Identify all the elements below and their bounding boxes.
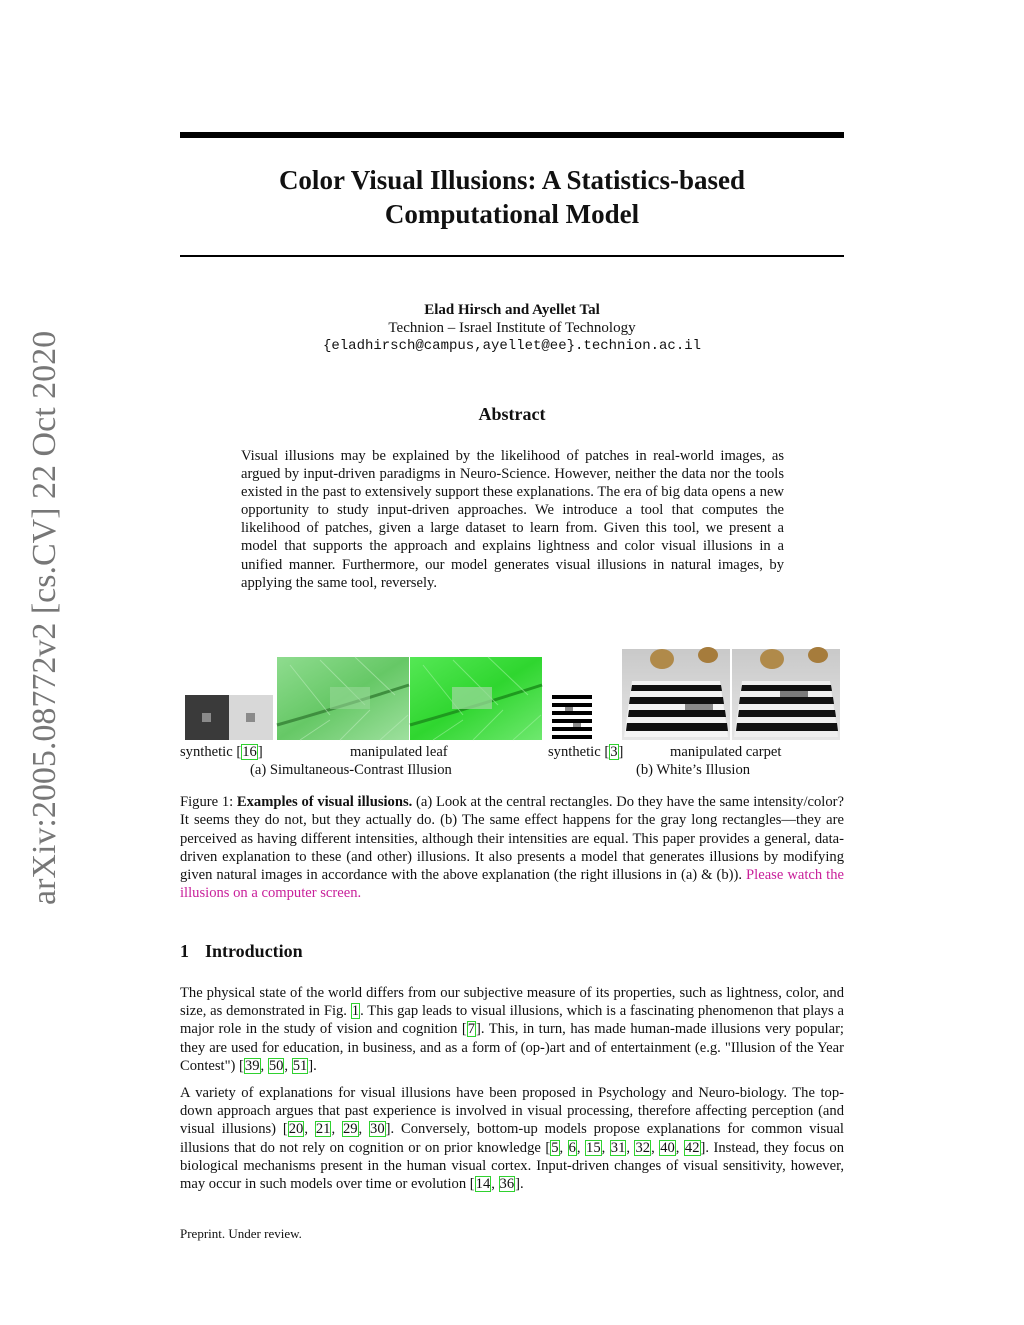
citation-link[interactable]: 16 [242, 744, 257, 760]
citation-link[interactable]: 1 [351, 1003, 360, 1020]
carpet-image-manipulated [732, 647, 840, 740]
label-synthetic-b: synthetic [3] [548, 744, 624, 760]
label-synthetic-a: synthetic [16] [180, 744, 263, 760]
citation-link[interactable]: 20 [288, 1121, 304, 1138]
label-manipulated-leaf: manipulated leaf [350, 744, 448, 760]
figure-1-images [180, 645, 844, 745]
citation-link[interactable]: 14 [475, 1176, 491, 1193]
top-rule [180, 132, 844, 138]
paper-title [180, 163, 844, 231]
citation-link[interactable]: 6 [568, 1139, 576, 1156]
citation-link[interactable]: 15 [586, 1139, 601, 1156]
title-rule [180, 255, 844, 257]
intro-paragraph-1: The physical state of the world differs from our subjective measure of its properties, such as lightness, color, and size, as demonstrated in Fig. 1. This gap leads to visual illusions, which is a fascinating phenomenon that plays a major role in the study of vision and cognition [7]. This, in turn, has made human-made illusions very popular; they are used for education, in business, and as a form of (op-)art and of entertainment (e.g. "Illusion of the Year Contest") [39, 50, 51]. [180, 985, 844, 1074]
citation-link[interactable]: 31 [610, 1139, 626, 1156]
citation-link[interactable]: 39 [244, 1057, 260, 1074]
citation-link[interactable]: 30 [370, 1121, 385, 1138]
leaf-image-original [277, 657, 409, 740]
citation-link[interactable]: 50 [268, 1057, 284, 1074]
authors: Elad Hirsch and Ayellet Tal [424, 302, 600, 318]
title-line-1: Color Visual Illusions: A Statistics-based [278, 165, 746, 195]
citation-link[interactable]: 36 [499, 1176, 515, 1193]
carpet-image-original [622, 647, 730, 740]
abstract-text: Visual illusions may be explained by the likelihood of patches in real-world images, as argued by input-driven paradigms in Neuro-Science. However, neither the data nor the tools existed in the past to extensively support these explanations. The era of big data opens a new opportunity to study input-driven approaches. We introduce a tool that computes the likelihood of patches, given a large dataset to learn from. Given this tool, we present a model that supports the approach and explains lightness and color visual illusions in a unified manner. Furthermore, our model generates visual illusions in natural images, by applying the same tool, reversely. [241, 448, 784, 591]
citation-link[interactable]: 51 [292, 1057, 308, 1074]
subcaption-b: (b) White’s Illusion [636, 762, 751, 778]
section-heading: 1 Introduction [180, 941, 303, 961]
email[interactable]: {eladhirsch@campus,ayellet@ee}.technion.ac.il [322, 338, 702, 354]
citation-link[interactable]: 3 [610, 744, 618, 760]
leaf-image-manipulated [410, 657, 542, 740]
citation-link[interactable]: 29 [342, 1121, 358, 1138]
caption-highlight: Please watch the illusions on a computer screen. [180, 867, 844, 902]
citation-link[interactable]: 7 [467, 1021, 476, 1038]
citation-link[interactable]: 21 [315, 1121, 331, 1138]
synthetic-whites-image [552, 693, 592, 741]
citation-link[interactable]: 40 [660, 1139, 675, 1156]
arxiv-stamp: arXiv:2005.08772v2 [cs.CV] 22 Oct 2020 [26, 330, 63, 905]
intro-paragraph-2: A variety of explanations for visual illusions have been proposed in Psychology and Neuro-biology. The top-down approach argues that past experience is involved in visual processing, therefore affecting perception (and visual illusions) [20, 21, 29, 30]. Conversely, bottom-up models propose explanations for common visual illusions that do not rely on cognition or on prior knowledge [5, 6, 15, 31, 32, 40, 42]. Instead, they focus on biological mechanisms present in the human visual cortex. Input-driven changes of visual sensitivity, however, may occur in such models over time or evolution [14, 36]. [180, 1085, 845, 1193]
title-line-2: Computational Model [384, 199, 640, 229]
citation-link[interactable]: 5 [551, 1139, 559, 1156]
figure-caption: Figure 1: Examples of visual illusions. (a) Look at the central rectangles. Do they have the same intensity/color? It seems they do not, but they actually do. (b) The same effect happens for the gray long rectangles—they are perceived as having different intensities, although their intensities are equal. This paper provides a general, data-driven explanation to these (and other) illusions. It also presents a model that generates illusions by modifying given natural images in accordance with the above explanation (the right illusions in (a) & (b)). Please watch the illusions on a computer screen. [180, 794, 844, 902]
footer-note: Preprint. Under review. [180, 1226, 302, 1241]
subcaption-a: (a) Simultaneous-Contrast Illusion [250, 762, 452, 778]
citation-link[interactable]: 42 [684, 1139, 700, 1156]
abstract-heading: Abstract [478, 404, 546, 424]
synthetic-contrast-image [185, 695, 273, 740]
label-manipulated-carpet: manipulated carpet [670, 744, 782, 760]
affiliation: Technion – Israel Institute of Technology [388, 320, 636, 336]
citation-link[interactable]: 32 [635, 1139, 651, 1156]
